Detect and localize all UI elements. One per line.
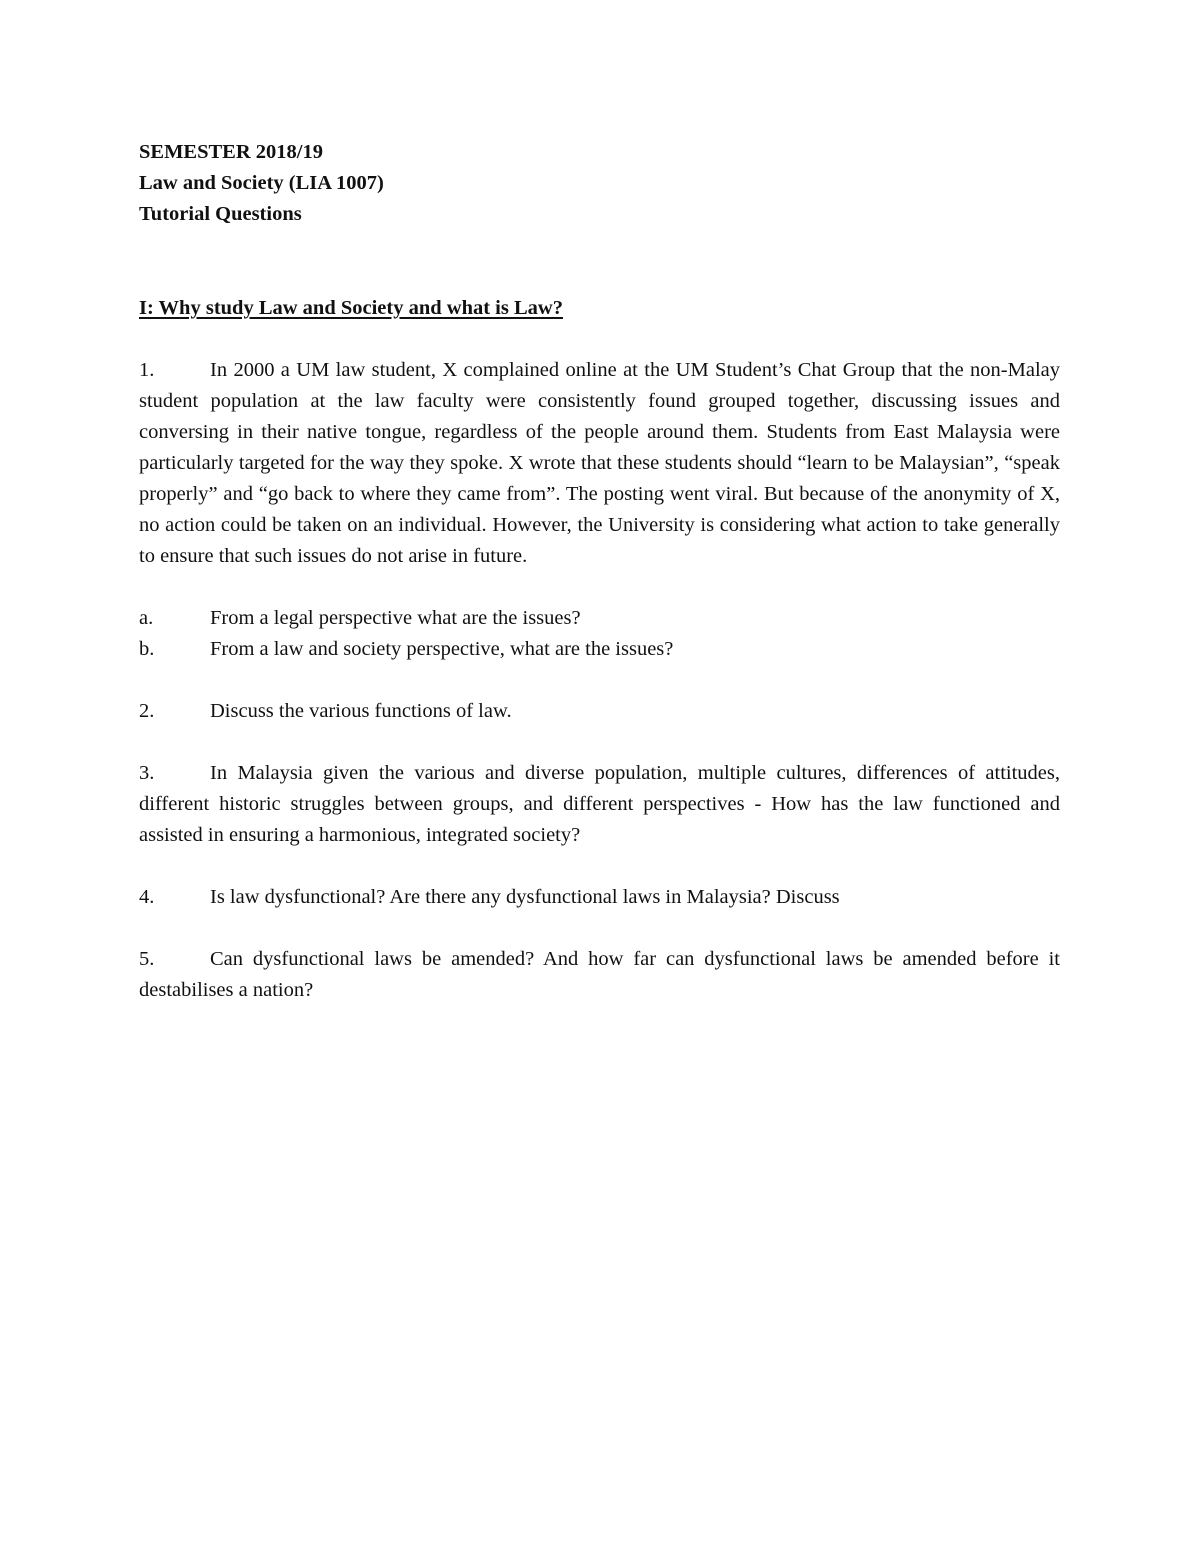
subitem-label: a. <box>139 607 154 629</box>
document-header <box>139 137 1060 230</box>
subitem-label: b. <box>139 638 155 660</box>
question-number: 5. <box>139 948 155 970</box>
question-number: 1. <box>139 359 155 381</box>
question-text: Discuss the various functions of law. <box>210 700 512 722</box>
question-3 <box>139 758 1060 851</box>
question-text: In Malaysia given the various and diverse population, multiple cultures, differences of attitudes, different historic struggles between groups, and different perspectives - How has the law functioned and assisted in ensuring a harmonious, integrated society? <box>139 762 1060 846</box>
subitem-text: From a law and society perspective, what are the issues? <box>210 638 674 660</box>
subitem-a <box>139 603 1060 634</box>
question-1-subitems <box>139 603 1060 665</box>
question-2 <box>139 696 1060 727</box>
semester-heading: SEMESTER 2018/19 <box>139 141 323 163</box>
question-text: Is law dysfunctional? Are there any dysfunctional laws in Malaysia? Discuss <box>210 886 840 908</box>
subitem-b <box>139 634 1060 665</box>
section-title: I: Why study Law and Society and what is Law? <box>139 297 563 319</box>
question-number: 3. <box>139 762 155 784</box>
question-number: 4. <box>139 886 155 908</box>
doc-type-heading: Tutorial Questions <box>139 203 302 225</box>
subitem-text: From a legal perspective what are the issues? <box>210 607 581 629</box>
question-number: 2. <box>139 700 155 722</box>
question-text: Can dysfunctional laws be amended? And how far can dysfunctional laws be amended before it destabilises a nation? <box>139 948 1060 1001</box>
document-content <box>139 137 1060 1006</box>
question-5 <box>139 944 1060 1006</box>
question-1 <box>139 355 1060 572</box>
question-text: In 2000 a UM law student, X complained online at the UM Student’s Chat Group that the non-Malay student population at the law faculty were consistently found grouped together, discussing issues and conversing in their native tongue, regardless of the people around them. Students from East Malaysia were particularly targeted for the way they spoke. X wrote that these students should “learn to be Malaysian”, “speak properly” and “go back to where they came from”. The posting went viral. But because of the anonymity of X, no action could be taken on an individual. However, the University is considering what action to take generally to ensure that such issues do not arise in future. <box>139 359 1060 567</box>
course-heading: Law and Society (LIA 1007) <box>139 172 384 194</box>
question-4 <box>139 882 1060 913</box>
